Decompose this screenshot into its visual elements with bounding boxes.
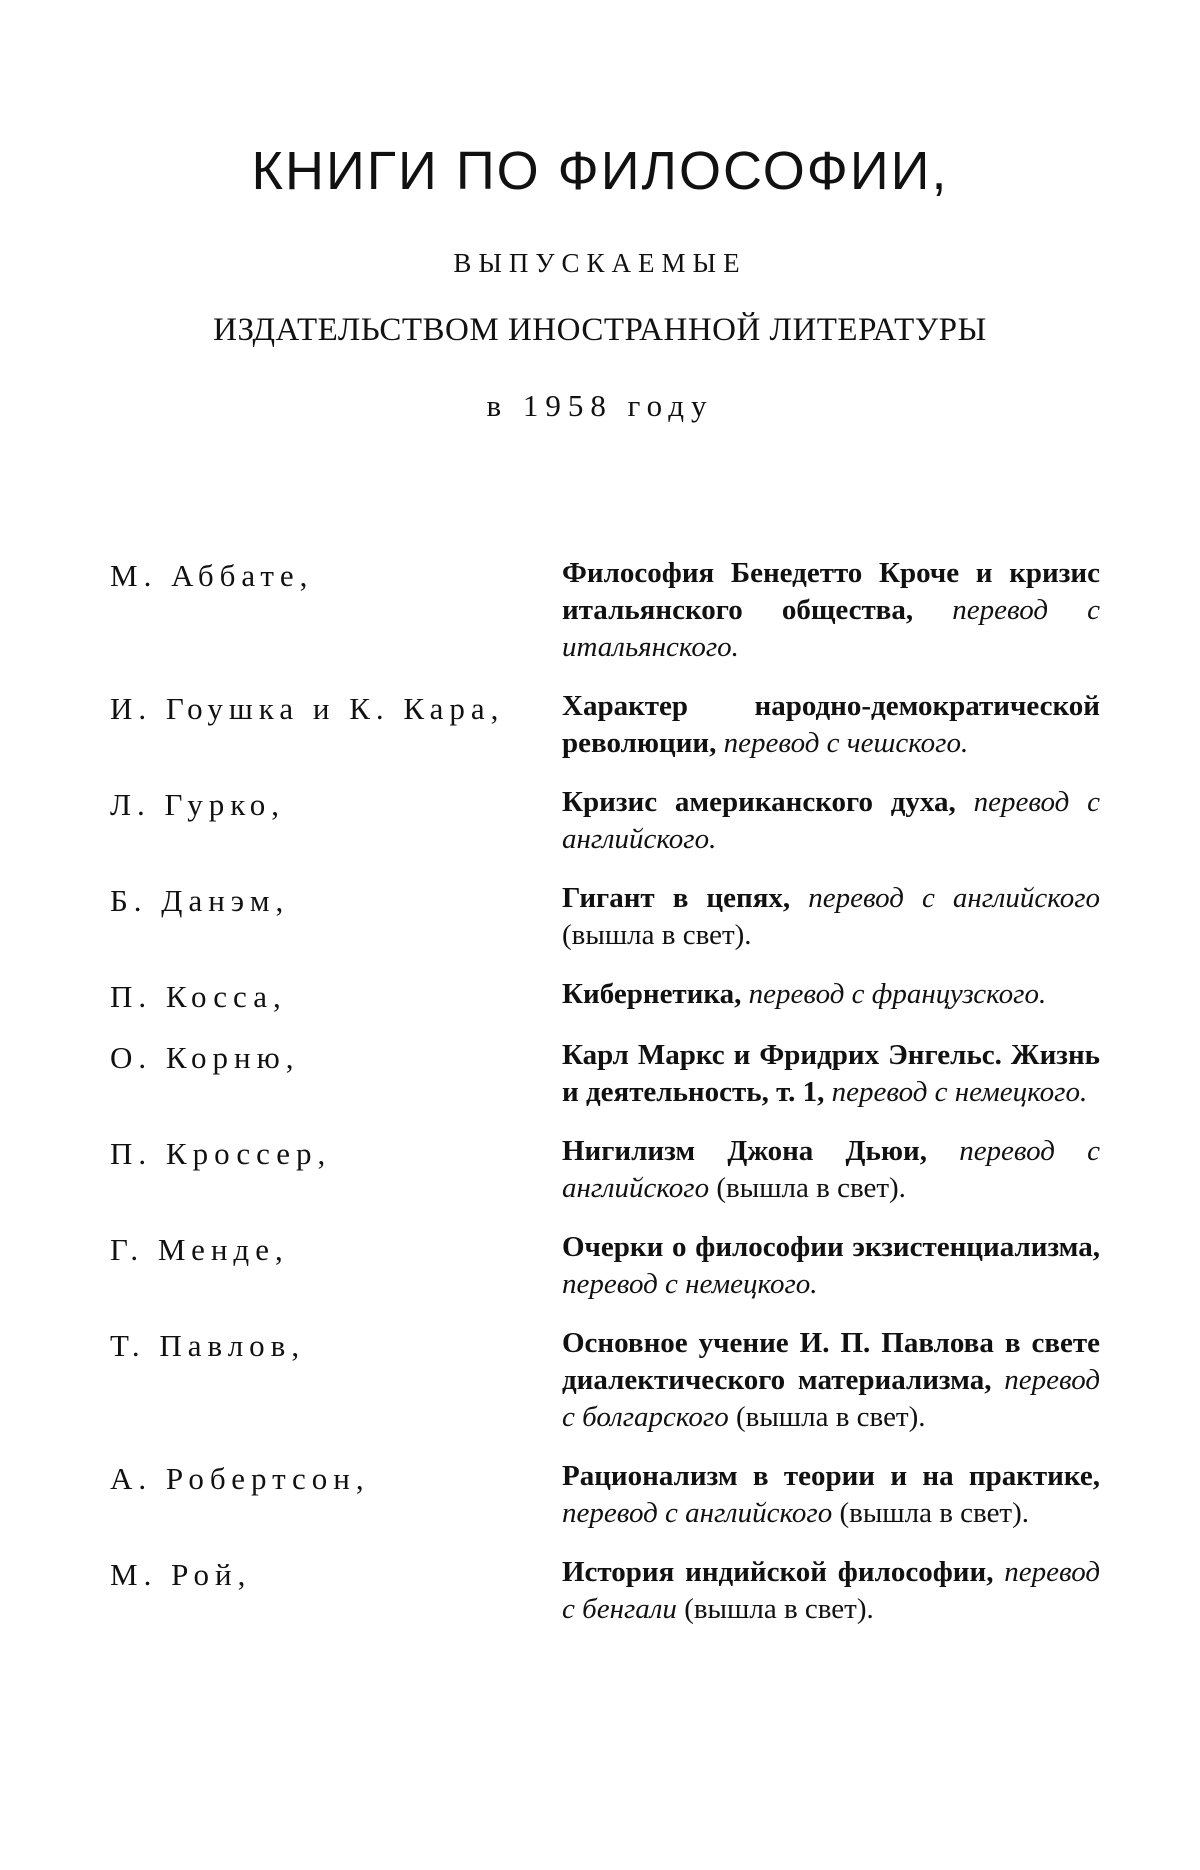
entry-author: О. Корню, <box>110 1040 300 1075</box>
entry-author: А. Робертсон, <box>110 1461 370 1496</box>
entry-author: П. Кроссер, <box>110 1136 332 1171</box>
list-item <box>110 555 1100 666</box>
list-item <box>110 880 1100 954</box>
entry-book <box>562 1229 1100 1303</box>
entry-author: М. Аббате, <box>110 558 314 593</box>
list-item <box>110 976 1100 1015</box>
entry-author: Б. Данэм, <box>110 883 290 918</box>
page-title: КНИГИ ПО ФИЛОСОФИИ, <box>251 141 949 201</box>
list-item <box>110 1458 1100 1532</box>
entry-book <box>562 1458 1100 1532</box>
entry-status: (вышла в свет). <box>839 1497 1030 1529</box>
entry-title: Характер народно-демократической революции, <box>562 690 1100 759</box>
entry-title: Основное учение И. П. Павлова в свете диалектического материализма, <box>562 1327 1100 1396</box>
entry-translation: перевод с английского <box>808 882 1101 914</box>
entry-status: (вышла в свет). <box>735 1401 926 1433</box>
entry-translation: перевод с английского <box>562 1497 833 1529</box>
entry-status: (вышла в свет). <box>562 919 752 951</box>
list-item <box>110 1133 1100 1207</box>
list-item <box>110 784 1100 858</box>
entry-translation: перевод с чешского. <box>723 727 969 759</box>
entry-title: История индийской философии, <box>562 1556 994 1588</box>
entry-title: Карл Маркс и Фридрих Энгельс. Жизнь и деятельность, т. 1, <box>562 1039 1100 1108</box>
entry-book <box>562 784 1100 858</box>
entry-title: Кибернетика, <box>562 978 742 1010</box>
entry-title: Кризис американского духа, <box>562 786 956 818</box>
entry-translation: перевод с болгарского <box>562 1364 1100 1433</box>
entry-book <box>562 1037 1100 1111</box>
entry-book <box>562 688 1100 762</box>
entry-translation: перевод с немецкого. <box>831 1076 1088 1108</box>
subtitle-line-3: в 1958 году <box>486 388 714 423</box>
entry-author: И. Гоушка и К. Кара, <box>110 691 505 726</box>
book-list <box>110 555 1100 1650</box>
list-item <box>110 1037 1100 1111</box>
entry-translation: перевод с бенгали <box>562 1556 1100 1625</box>
entry-author: Т. Павлов, <box>110 1328 306 1363</box>
subtitle-line-2: ИЗДАТЕЛЬСТВОМ ИНОСТРАННОЙ ЛИТЕРАТУРЫ <box>213 312 987 348</box>
entry-title: Гигант в цепях, <box>562 882 791 914</box>
list-item <box>110 688 1100 762</box>
entry-book <box>562 1554 1100 1628</box>
entry-status: (вышла в свет). <box>716 1172 906 1204</box>
entry-title: Рационализм в теории и на практике, <box>562 1460 1100 1492</box>
subtitle-line-1: ВЫПУСКАЕМЫЕ <box>453 248 747 278</box>
entry-book <box>562 1133 1100 1207</box>
list-item <box>110 1229 1100 1303</box>
entry-translation: перевод с английского. <box>562 786 1101 855</box>
entry-book <box>562 976 1100 1015</box>
list-item <box>110 1554 1100 1628</box>
entry-translation: перевод с английского <box>562 1135 1101 1204</box>
entry-translation: перевод с немецкого. <box>562 1268 818 1300</box>
entry-author: Г. Менде, <box>110 1232 289 1267</box>
entry-title: Очерки о философии экзистенциализма, <box>562 1231 1100 1263</box>
entry-title: Философия Бенедетто Кроче и кризис итальянского общества, <box>562 557 1100 626</box>
entry-status: (вышла в свет). <box>684 1593 874 1625</box>
entry-book <box>562 1325 1100 1436</box>
entry-translation: перевод с французского. <box>748 978 1047 1010</box>
entry-translation: перевод с итальянского. <box>562 594 1101 663</box>
entry-book <box>562 880 1100 954</box>
entry-author: П. Косса, <box>110 979 287 1014</box>
entry-book <box>562 555 1100 666</box>
entry-author: Л. Гурко, <box>110 787 286 822</box>
entry-title: Нигилизм Джона Дьюи, <box>562 1135 927 1167</box>
entry-author: М. Рой, <box>110 1557 252 1592</box>
list-item <box>110 1325 1100 1436</box>
